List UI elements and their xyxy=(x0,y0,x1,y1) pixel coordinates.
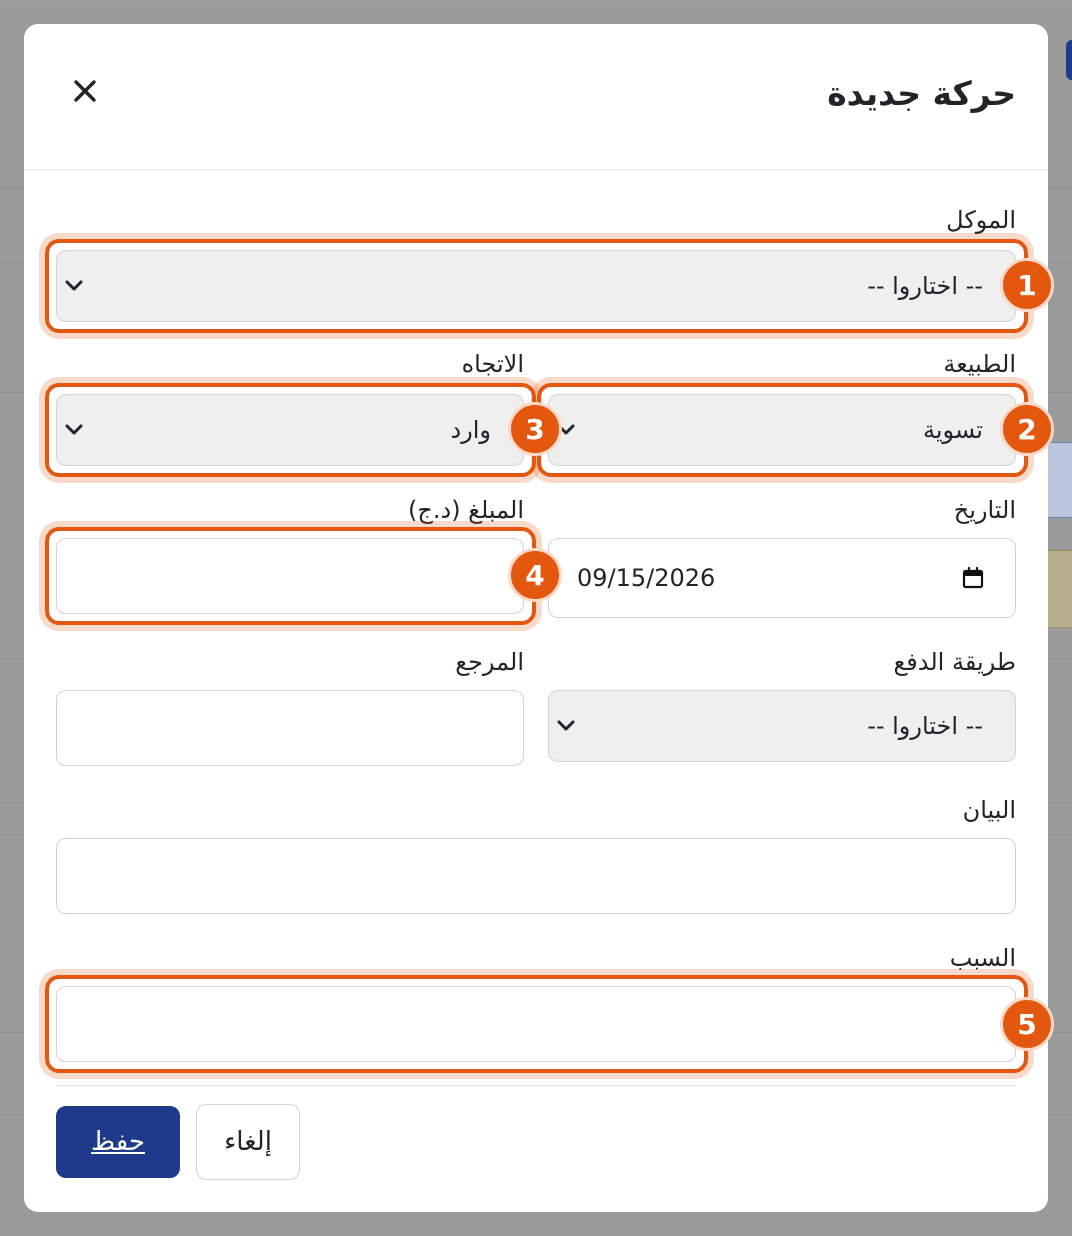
date-input[interactable] xyxy=(548,538,1016,618)
close-icon xyxy=(70,76,100,106)
payment-method-label: طريقة الدفع xyxy=(893,648,1016,676)
nature-select-value: تسوية xyxy=(922,416,983,444)
nature-label: الطبيعة xyxy=(943,350,1016,378)
payment-method-select-value: -- اختاروا -- xyxy=(867,712,983,740)
reason-input[interactable] xyxy=(56,986,1016,1062)
direction-label: الاتجاه xyxy=(461,350,524,378)
cancel-button[interactable]: إلغاء xyxy=(196,1104,300,1180)
calendar-icon[interactable] xyxy=(961,566,985,590)
statement-input[interactable] xyxy=(56,838,1016,914)
date-input-value: 09/15/2026 xyxy=(577,564,716,592)
annotation-badge-1: 1 xyxy=(1000,258,1054,312)
amount-input[interactable] xyxy=(56,538,524,614)
modal-footer-divider xyxy=(56,1085,1016,1086)
background-info-band xyxy=(1048,442,1072,518)
reference-label: المرجع xyxy=(455,648,524,676)
direction-select-value: وارد xyxy=(450,416,491,444)
nature-select[interactable] xyxy=(548,394,1016,466)
chevron-down-icon xyxy=(65,424,83,436)
save-button[interactable]: حفظ xyxy=(56,1106,180,1178)
amount-label: المبلغ (د.ج) xyxy=(408,496,524,524)
close-button[interactable] xyxy=(70,76,100,106)
chevron-down-icon xyxy=(557,720,575,732)
background-topbar xyxy=(0,0,1072,8)
background-warning-band xyxy=(1048,550,1072,628)
modal-header xyxy=(24,24,1048,170)
chevron-down-icon xyxy=(65,280,83,292)
client-label: الموكل xyxy=(946,206,1016,234)
date-label: التاريخ xyxy=(953,496,1016,524)
statement-label: البيان xyxy=(962,796,1016,824)
modal-title: حركة جديدة xyxy=(827,74,1016,113)
reason-label: السبب xyxy=(949,944,1016,972)
annotation-badge-4: 4 xyxy=(508,548,562,602)
direction-select[interactable] xyxy=(56,394,524,466)
reference-input[interactable] xyxy=(56,690,524,766)
annotation-badge-3: 3 xyxy=(508,402,562,456)
annotation-badge-5: 5 xyxy=(1000,997,1054,1051)
background-chip xyxy=(1066,40,1072,80)
client-select[interactable] xyxy=(56,250,1016,322)
annotation-badge-2: 2 xyxy=(1000,402,1054,456)
payment-method-select[interactable] xyxy=(548,690,1016,762)
client-select-value: -- اختاروا -- xyxy=(867,272,983,300)
